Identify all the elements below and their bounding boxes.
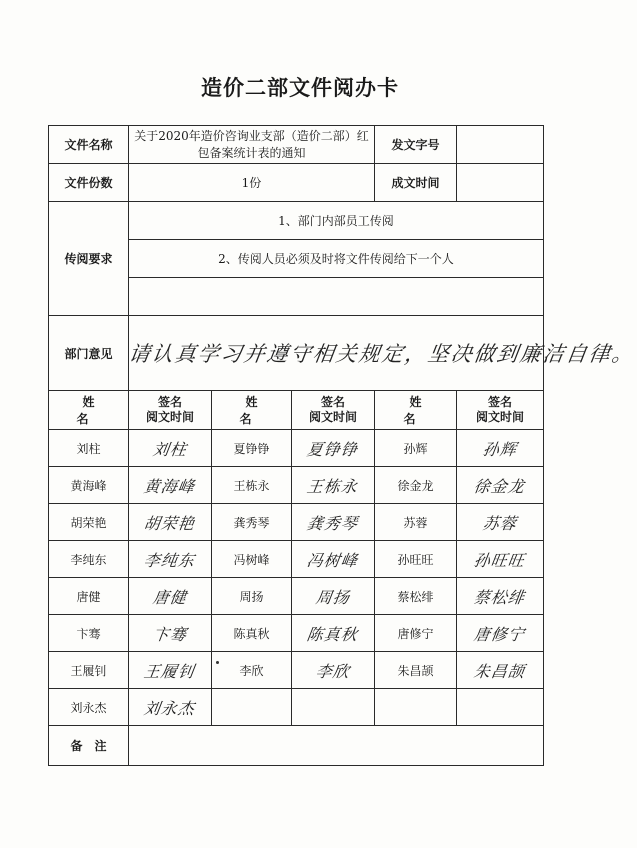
requirement-1: 1、部门内部员工传阅 (129, 202, 544, 240)
reader-row (49, 541, 544, 578)
reader-signature: 陈真秋 (292, 615, 375, 652)
reader-name: 李欣 (212, 652, 292, 689)
row-remarks (49, 726, 544, 766)
row-doc-name (49, 126, 544, 164)
reader-signature: 卞骞 (129, 615, 212, 652)
reader-signature: 王栋永 (292, 467, 375, 504)
reader-signature: 胡荣艳 (129, 504, 212, 541)
row-reader-header (49, 391, 544, 430)
reader-signature: 孙旺旺 (457, 541, 544, 578)
reader-signature: 李欣 (292, 652, 375, 689)
name-col-header: 姓 名 (49, 391, 129, 430)
reader-signature (292, 689, 375, 726)
finish-time-value (457, 164, 544, 202)
ink-dot (216, 661, 219, 664)
reader-row (49, 615, 544, 652)
reader-row (49, 504, 544, 541)
reader-signature: 唐健 (129, 578, 212, 615)
reader-name: 王履钊 (49, 652, 129, 689)
reader-name: 卞骞 (49, 615, 129, 652)
row-copies (49, 164, 544, 202)
reader-name: 黄海峰 (49, 467, 129, 504)
reader-row (49, 689, 544, 726)
reader-name (375, 689, 457, 726)
reader-name: 周扬 (212, 578, 292, 615)
doc-name-label: 文件名称 (49, 126, 129, 164)
reader-name: 唐修宁 (375, 615, 457, 652)
reader-signature: 苏蓉 (457, 504, 544, 541)
reader-signature: 蔡松绯 (457, 578, 544, 615)
reader-name: 夏铮铮 (212, 430, 292, 467)
reader-signature: 朱昌颉 (457, 652, 544, 689)
reader-name: 刘柱 (49, 430, 129, 467)
circulation-req-label: 传阅要求 (49, 202, 129, 316)
reader-name: 王栋永 (212, 467, 292, 504)
reader-signature: 徐金龙 (457, 467, 544, 504)
copies-value: 1份 (129, 164, 375, 202)
dept-opinion-value (127, 316, 637, 391)
reader-signature: 龚秀琴 (292, 504, 375, 541)
reader-name: 孙辉 (375, 430, 457, 467)
reader-name: 唐健 (49, 578, 129, 615)
copies-label: 文件份数 (49, 164, 129, 202)
row-dept-opinion (49, 316, 544, 391)
sign-col-header: 签名 阅文时间 (129, 391, 212, 430)
circulation-form (48, 125, 637, 766)
reader-signature: 孙辉 (457, 430, 544, 467)
reader-name: 苏蓉 (375, 504, 457, 541)
reader-name: 冯树峰 (212, 541, 292, 578)
reader-signature: 黄海峰 (129, 467, 212, 504)
reader-signature: 夏铮铮 (292, 430, 375, 467)
reader-signature: 周扬 (292, 578, 375, 615)
reader-name: 刘永杰 (49, 689, 129, 726)
sign-col-header: 签名 阅文时间 (292, 391, 375, 430)
remarks-value (129, 726, 544, 766)
reader-row (49, 578, 544, 615)
issue-no-label: 发文字号 (375, 126, 457, 164)
reader-row (49, 652, 544, 689)
finish-time-label: 成文时间 (375, 164, 457, 202)
page-title: 造价二部文件阅办卡 (201, 76, 399, 100)
reader-signature: 唐修宁 (457, 615, 544, 652)
reader-signature: 王履钊 (129, 652, 212, 689)
name-col-header: 姓 名 (212, 391, 292, 430)
issue-no-value (457, 126, 544, 164)
reader-signature: 刘永杰 (129, 689, 212, 726)
sign-col-header: 签名 阅文时间 (457, 391, 544, 430)
requirement-2: 2、传阅人员必须及时将文件传阅给下一个人 (129, 240, 544, 278)
remarks-label: 备 注 (49, 726, 129, 766)
reader-name: 蔡松绯 (375, 578, 457, 615)
reader-name: 龚秀琴 (212, 504, 292, 541)
reader-name: 李纯东 (49, 541, 129, 578)
reader-name: 朱昌颉 (375, 652, 457, 689)
reader-row (49, 430, 544, 467)
reader-signature (457, 689, 544, 726)
reader-row (49, 467, 544, 504)
reader-signature: 李纯东 (129, 541, 212, 578)
dept-opinion-label: 部门意见 (49, 316, 129, 391)
reader-name (212, 689, 292, 726)
reader-signature: 刘柱 (129, 430, 212, 467)
reader-name: 陈真秋 (212, 615, 292, 652)
reader-signature: 冯树峰 (292, 541, 375, 578)
reader-name: 徐金龙 (375, 467, 457, 504)
reader-name: 孙旺旺 (375, 541, 457, 578)
doc-name-value: 关于2020年造价咨询业支部（造价二部）红包备案统计表的通知 (129, 126, 375, 164)
row-requirement-1 (49, 202, 544, 240)
requirement-3 (129, 278, 544, 316)
dept-opinion-handwriting: 请认真学习并遵守相关规定，坚决做到廉洁自律。 (127, 342, 637, 366)
reader-name: 胡荣艳 (49, 504, 129, 541)
name-col-header: 姓 名 (375, 391, 457, 430)
